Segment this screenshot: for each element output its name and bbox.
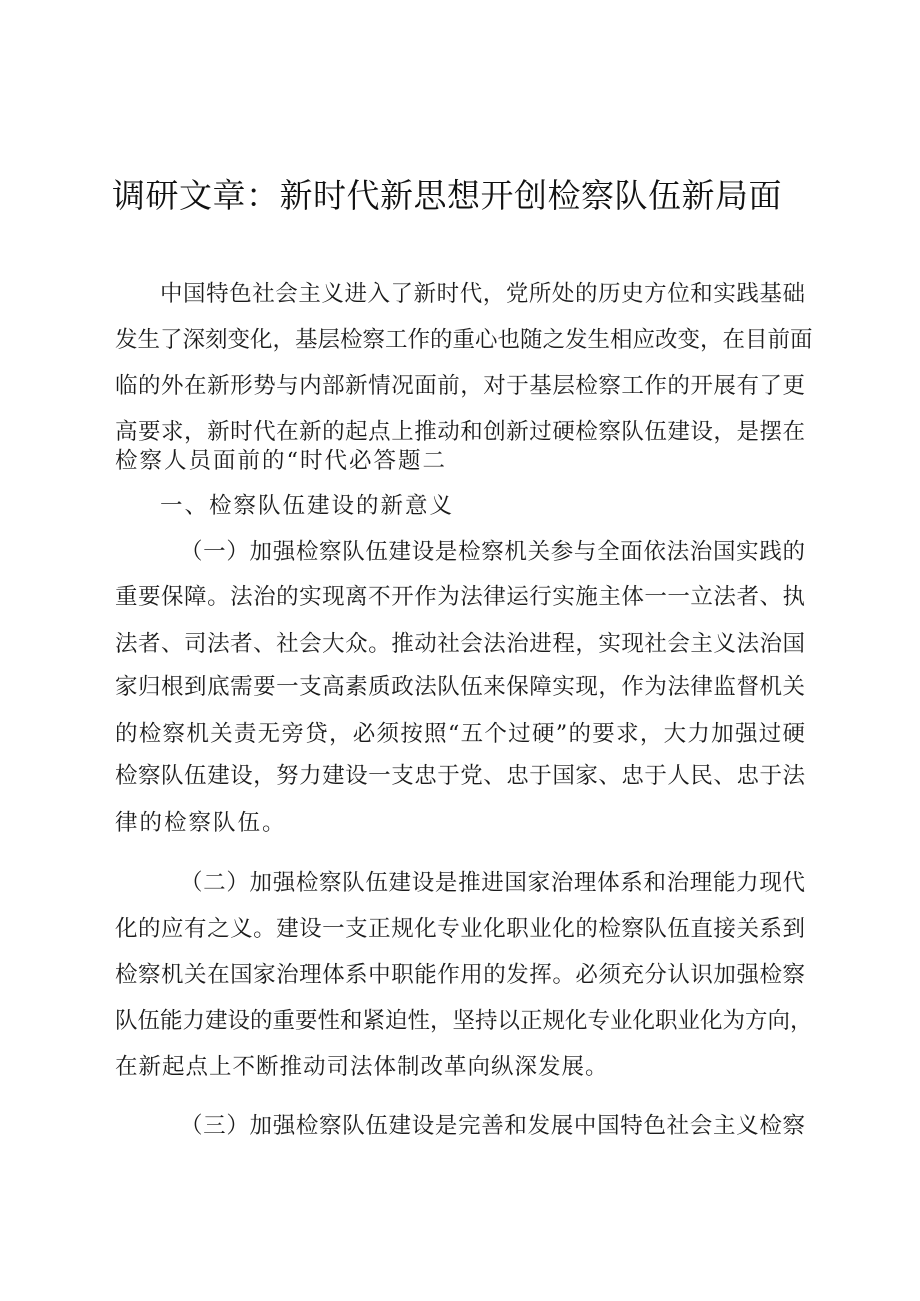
para1-line-6: 检察队伍建设，努力建设一支忠于党、忠于国家、忠于人民、忠于法 bbox=[115, 763, 805, 789]
para2-line-1: （二）加强检察队伍建设是推进国家治理体系和治理能力现代 bbox=[180, 870, 805, 896]
intro-line-1: 中国特色社会主义进入了新时代，党所处的历史方位和实践基础 bbox=[160, 281, 805, 307]
para2-line-3: 检察机关在国家治理体系中职能作用的发挥。必须充分认识加强检察 bbox=[115, 962, 805, 988]
para2-line-4: 队伍能力建设的重要性和紧迫性，坚持以正规化专业化职业化为方向， bbox=[115, 1008, 813, 1034]
para1-line-5: 的检察机关责无旁贷，必须按照“五个过硬”的要求，大力加强过硬 bbox=[115, 721, 805, 747]
para1-line-7: 律的检察队伍。 bbox=[115, 810, 287, 836]
para1-line-3: 法者、司法者、社会大众。推动社会法治进程，实现社会主义法治国 bbox=[115, 631, 805, 657]
intro-line-5: 检察人员面前的“时代必答题二 bbox=[115, 448, 448, 474]
para1-line-4: 家归根到底需要一支高素质政法队伍来保障实现，作为法律监督机关 bbox=[115, 674, 805, 700]
para2-line-2: 化的应有之义。建设一支正规化专业化职业化的检察队伍直接关系到 bbox=[115, 916, 805, 942]
section-heading: 一、检察队伍建设的新意义 bbox=[160, 493, 455, 519]
para3-line-1: （三）加强检察队伍建设是完善和发展中国特色社会主义检察 bbox=[180, 1113, 805, 1139]
para1-line-1: （一）加强检察队伍建设是检察机关参与全面依法治国实践的 bbox=[180, 539, 805, 565]
para2-line-5: 在新起点上不断推动司法体制改革向纵深发展。 bbox=[115, 1054, 609, 1080]
intro-line-4: 高要求，新时代在新的起点上推动和创新过硬检察队伍建设，是摆在 bbox=[115, 419, 805, 445]
document-title: 调研文章：新时代新思想开创检察队伍新局面 bbox=[112, 176, 782, 215]
intro-line-2: 发生了深刻变化，基层检察工作的重心也随之发生相应改变，在目前面 bbox=[115, 327, 813, 353]
para1-line-2: 重要保障。法治的实现离不开作为法律运行实施主体一一立法者、执 bbox=[115, 584, 805, 610]
intro-line-3: 临的外在新形势与内部新情况面前，对于基层检察工作的开展有了更 bbox=[115, 373, 805, 399]
